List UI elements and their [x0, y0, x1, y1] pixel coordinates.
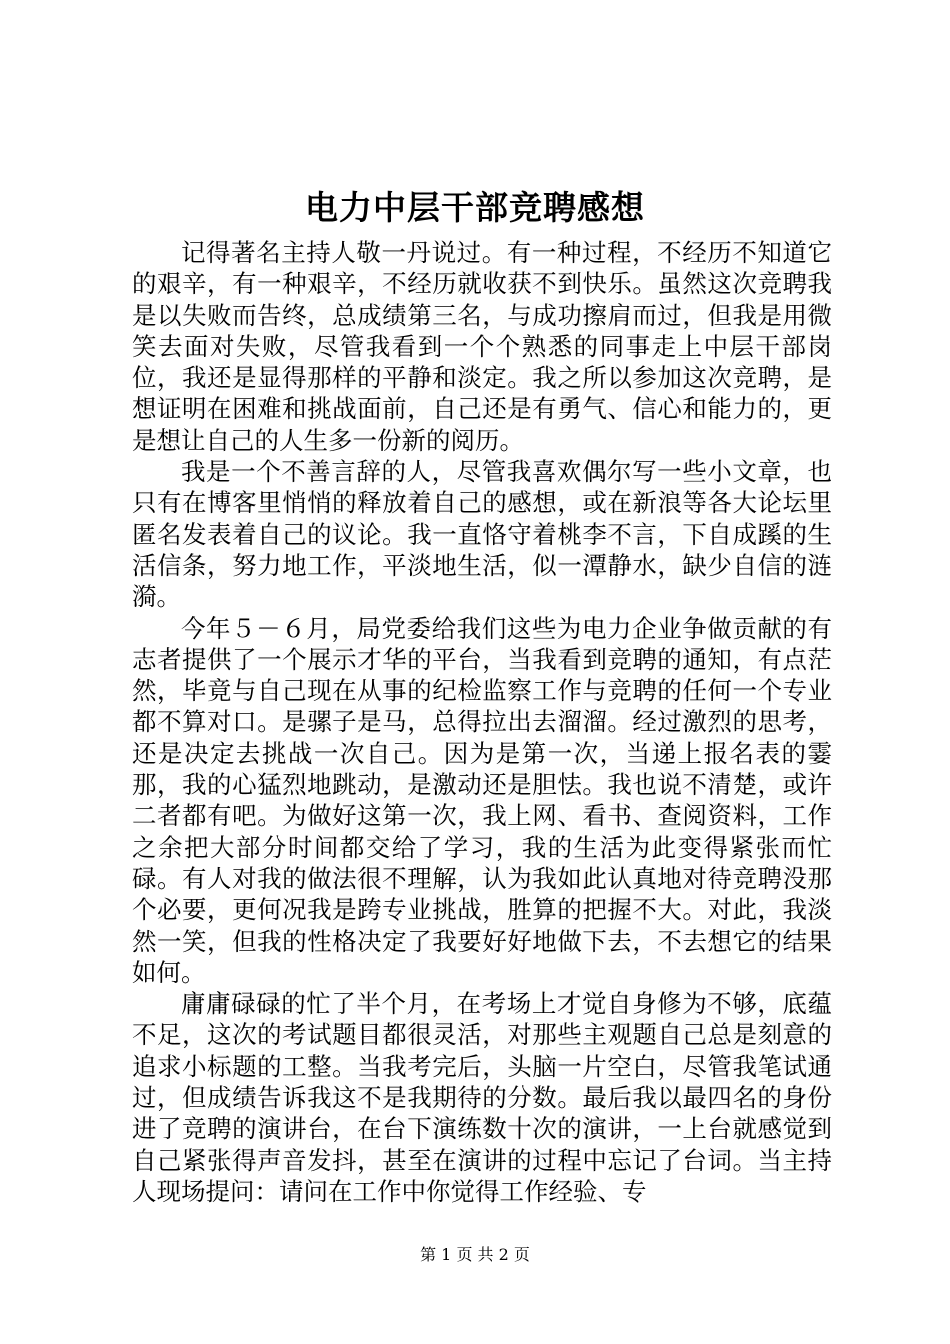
paragraph-3: 今年５－６月，局党委给我们这些为电力企业争做贡献的有志者提供了一个展示才华的平台，当我看到竞聘的通知，有点茫然，毕竟与自己现在从事的纪检监察工作与竞聘的任何一个专业都不算对口。是骡子是马，总得拉出去溜溜。经过激烈的思考，还是决定去挑战一次自己。因为是第一次，当递上报名表的霎那，我的心猛烈地跳动，是激动还是胆怯。我也说不清楚，或许二者都有吧。为做好这第一次，我上网、看书、查阅资料，工作之余把大部分时间都交给了学习，我的生活为此变得紧张而忙碌。有人对我的做法很不理解，认为我如此认真地对待竞聘没那个必要，更何况我是跨专业挑战，胜算的把握不大。对此，我淡然一笑，但我的性格决定了我要好好地做下去，不去想它的结果如何。 [132, 613, 832, 987]
page-footer: 第 1 页 共 2 页 [420, 1245, 530, 1264]
paragraph-1: 记得著名主持人敬一丹说过。有一种过程，不经历不知道它的艰辛，有一种艰辛，不经历就收获不到快乐。虽然这次竞聘我是以失败而告终，总成绩第三名，与成功擦肩而过，但我是用微笑去面对失败，尽管我看到一个个熟悉的同事走上中层干部岗位，我还是显得那样的平静和淡定。我之所以参加这次竞聘，是想证明在困难和挑战面前，自己还是有勇气、信心和能力的，更是想让自己的人生多一份新的阅历。 [132, 238, 832, 455]
document-title: 电力中层干部竞聘感想 [305, 188, 645, 227]
document-body [132, 237, 832, 1207]
paragraph-4: 庸庸碌碌的忙了半个月，在考场上才觉自身修为不够，底蕴不足，这次的考试题目都很灵活，对那些主观题自己总是刻意的追求小标题的工整。当我考完后，头脑一片空白，尽管我笔试通过，但成绩告诉我这不是我期待的分数。最后我以最四名的身份进了竞聘的演讲台，在台下演练数十次的演讲，一上台就感觉到自己紧张得声音发抖，甚至在演讲的过程中忘记了台词。当主持人现场提问：请问在工作中你觉得工作经验、专 [132, 989, 832, 1206]
paragraph-2: 我是一个不善言辞的人，尽管我喜欢偶尔写一些小文章，也只有在博客里悄悄的释放着自己的感想，或在新浪等各大论坛里匿名发表着自己的议论。我一直恪守着桃李不言，下自成蹊的生活信条，努力地工作，平淡地生活，似一潭静水，缺少自信的涟漪。 [132, 457, 832, 612]
